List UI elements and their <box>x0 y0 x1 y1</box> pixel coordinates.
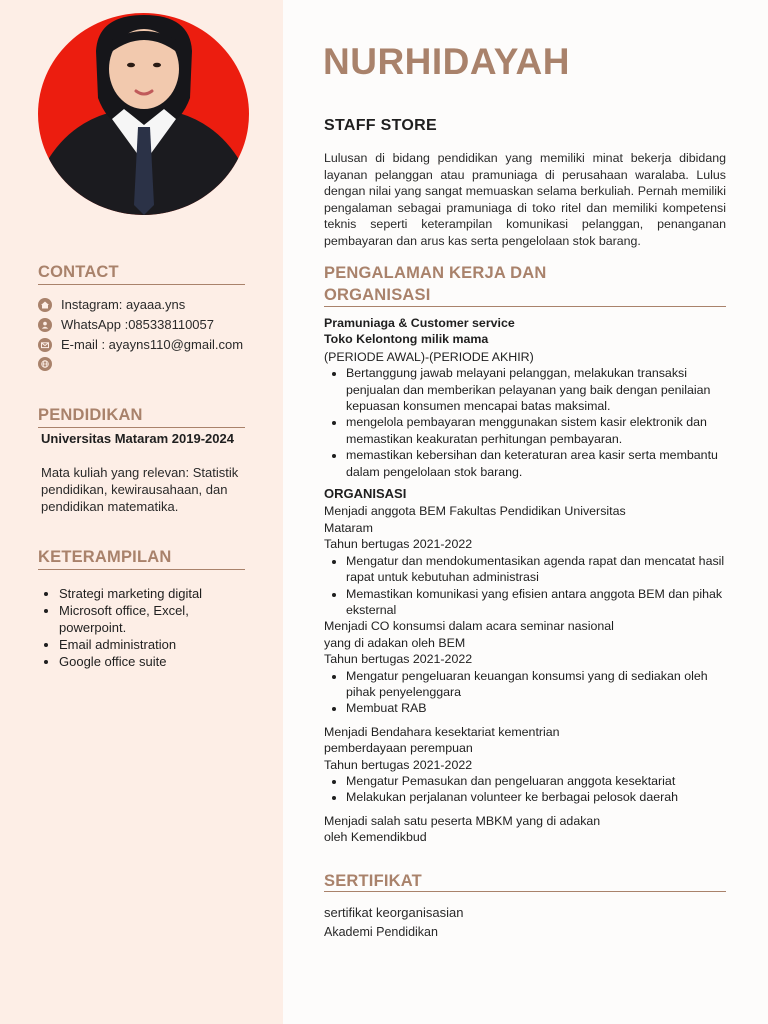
org1-title-cont: Mataram <box>324 520 373 535</box>
job-period: (PERIODE AWAL)-(PERIODE AKHIR) <box>324 349 534 364</box>
org2-points <box>324 668 726 717</box>
contact-website <box>38 357 61 371</box>
experience-divider <box>324 306 726 307</box>
profile-summary: Lulusan di bidang pendidikan yang memiliki minat bekerja dibidang layanan pelanggan atau pramuniaga di perusahaan waralaba. Lulus dengan nilai yang sangat memuaskan selama berkuliah. Pernah memiliki pengalaman sebagai pramuniaga di toko ritel dan memiliki kompetensi teknis seperti keterampilan komunikasi pelanggan, penanganan pembayaran dan arus kas serta pengelolaan stok barang. <box>324 151 726 248</box>
education-school: Universitas Mataram 2019-2024 <box>41 431 234 446</box>
user-icon <box>38 318 52 332</box>
globe-icon <box>38 357 52 371</box>
org3-point: • Mengatur Pemasukan dan pengeluaran anggota kesektariat <box>346 773 726 789</box>
org4-title-cont: oleh Kemendikbud <box>324 830 427 845</box>
profile-photo <box>38 13 249 215</box>
skills-divider <box>38 569 245 570</box>
org2-title: Menjadi CO konsumsi dalam acara seminar nasional <box>324 619 614 634</box>
org3-title-cont: pemberdayaan perempuan <box>324 741 473 756</box>
job-company: Toko Kelontong milik mama <box>324 332 489 347</box>
org1-period: Tahun bertugas 2021-2022 <box>324 537 473 552</box>
org2-point: • Mengatur pengeluaran keuangan konsumsi yang di sediakan oleh pihak penyelenggara <box>346 668 726 701</box>
certificate-issuer: Akademi Pendidikan <box>324 925 438 939</box>
job-points <box>324 365 726 480</box>
certificate-divider <box>324 891 726 892</box>
org2-title-cont: yang di adakan oleh BEM <box>324 635 466 650</box>
home-icon <box>38 298 52 312</box>
org3-period: Tahun bertugas 2021-2022 <box>324 757 473 772</box>
skill-item: • Email administration <box>59 637 259 654</box>
education-heading: PENDIDIKAN <box>38 406 143 424</box>
org2-point: • Membuat RAB <box>346 700 726 716</box>
instagram-text: Instagram: ayaaa.yns <box>61 297 186 312</box>
skills-heading: KETERAMPILAN <box>38 548 172 566</box>
education-detail: Mata kuliah yang relevan: Statistik pendidikan, kewirausahaan, dan pendidikan matematika. <box>41 465 239 514</box>
certificate-heading: SERTIFIKAT <box>324 872 422 890</box>
candidate-role: STAFF STORE <box>324 117 437 134</box>
skill-item: • Microsoft office, Excel, powerpoint. <box>59 603 259 636</box>
candidate-name: NURHIDAYAH <box>323 41 570 82</box>
spacer <box>324 806 726 813</box>
contact-whatsapp <box>38 317 214 332</box>
org2-period: Tahun bertugas 2021-2022 <box>324 652 473 667</box>
experience-section <box>324 315 726 846</box>
job-point: • memastikan kebersihan dan keteraturan area kasir serta membantu dalam pengelolaan stok barang. <box>346 447 726 480</box>
certificate-name: sertifikat keorganisasian <box>324 905 464 920</box>
org3-title: Menjadi Bendahara kesektariat kementrian <box>324 724 560 739</box>
education-divider <box>38 427 245 428</box>
job-title: Pramuniaga & Customer service <box>324 316 515 330</box>
org1-points <box>324 553 726 619</box>
skills-list <box>41 586 259 671</box>
experience-heading-line2: ORGANISASI <box>324 286 431 304</box>
contact-instagram <box>38 297 185 312</box>
experience-heading <box>324 262 546 306</box>
email-text: E-mail : ayayns110@gmail.com <box>61 337 244 352</box>
job-point: • Bertanggung jawab melayani pelanggan, melakukan transaksi penjualan dan memberikan pelayanan yang baik dengan penilaian kepuasan konsumen mencapai batas maksimal. <box>346 365 726 414</box>
contact-heading: CONTACT <box>38 263 119 281</box>
org1-title: Menjadi anggota BEM Fakultas Pendidikan Universitas <box>324 504 626 519</box>
job-point: • mengelola pembayaran menggunakan sistem kasir elektronik dan memastikan keakuratan perhitungan pembayaran. <box>346 414 726 447</box>
skill-item: • Google office suite <box>59 654 259 671</box>
org4-title: Menjadi salah satu peserta MBKM yang di adakan <box>324 813 601 828</box>
mail-icon <box>38 338 52 352</box>
experience-heading-line1: PENGALAMAN KERJA DAN <box>324 264 547 282</box>
contact-divider <box>38 284 245 285</box>
organization-heading: ORGANISASI <box>324 486 407 502</box>
skill-item: • Strategi marketing digital <box>59 586 259 603</box>
org3-point: • Melakukan perjalanan volunteer ke berbagai pelosok daerah <box>346 789 726 805</box>
org1-point: • Memastikan komunikasi yang efisien antara anggota BEM dan pihak eksternal <box>346 586 726 619</box>
contact-email <box>38 337 243 352</box>
org3-points <box>324 773 726 806</box>
org1-point: • Mengatur dan mendokumentasikan agenda rapat dan mencatat hasil rapat untuk kebutuhan administrasi <box>346 553 726 586</box>
whatsapp-text: WhatsApp :085338110057 <box>61 317 214 332</box>
spacer <box>324 717 726 724</box>
